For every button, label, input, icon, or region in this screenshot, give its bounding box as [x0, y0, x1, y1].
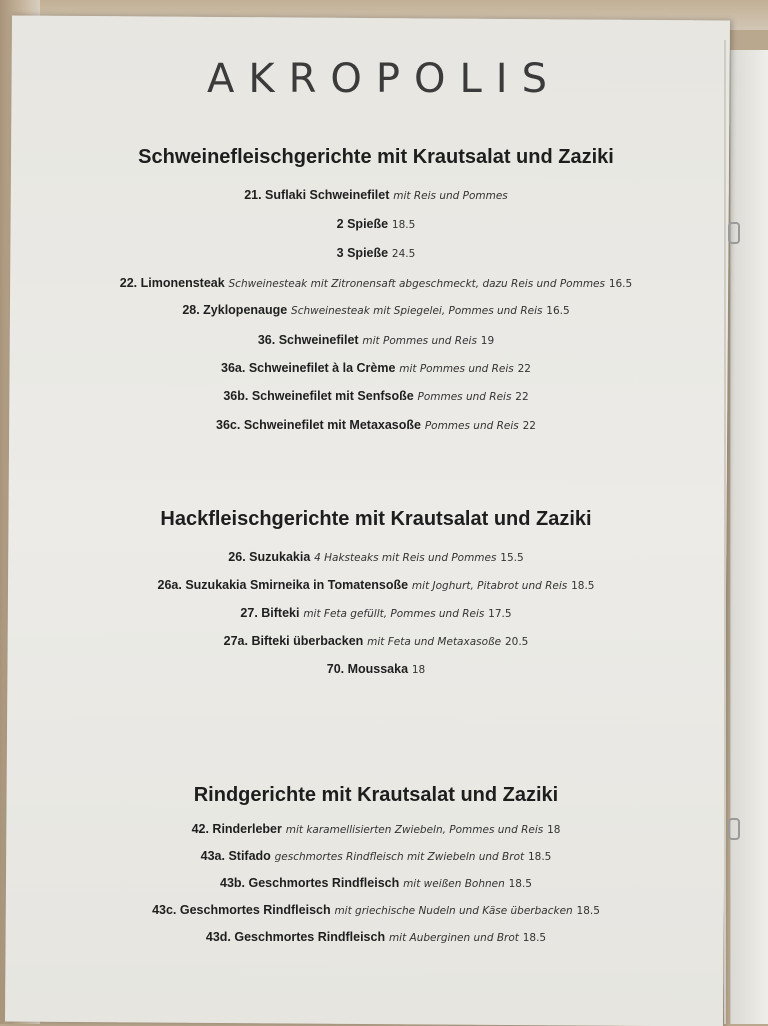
item-description: mit Joghurt, Pitabrot und Reis: [411, 580, 568, 592]
menu-item: [0, 606, 752, 620]
item-description: mit weißen Bohnen: [403, 878, 505, 890]
menu-item: [0, 303, 752, 317]
menu-item: [0, 578, 752, 592]
item-name: 26. Suzukakia: [228, 550, 311, 564]
item-price: 18.5: [571, 580, 595, 592]
item-price: 16.5: [608, 278, 633, 290]
menu-item: [0, 634, 752, 648]
menu-item: [0, 361, 752, 375]
item-description: Schweinesteak mit Spiegelei, Pommes und Reis: [291, 305, 543, 317]
item-price: 15.5: [500, 552, 524, 564]
item-name: 43c. Geschmortes Rindfleisch: [152, 903, 331, 917]
menu-item: [0, 389, 752, 403]
item-description: mit griechische Nudeln und Käse überbacken: [334, 905, 573, 917]
menu-item: [0, 418, 752, 432]
item-price: 22: [515, 391, 529, 403]
item-description: mit Pommes und Reis: [362, 335, 477, 347]
menu-item: [0, 246, 752, 260]
item-name: 43a. Stifado: [200, 849, 271, 863]
menu-item: [0, 930, 752, 944]
item-name: 27. Bifteki: [240, 606, 300, 620]
item-price: 20.5: [504, 636, 529, 648]
item-name: 27a. Bifteki überbacken: [223, 634, 364, 648]
item-name: 43d. Geschmortes Rindfleisch: [205, 930, 386, 944]
item-price: 18.5: [391, 219, 416, 231]
item-description: mit Feta gefüllt, Pommes und Reis: [303, 608, 485, 620]
menu-item: [0, 822, 752, 836]
item-name: 36a. Schweinefilet à la Crème: [221, 361, 396, 375]
item-description: mit Feta und Metaxasoße: [367, 636, 502, 648]
menu-item: [0, 188, 752, 202]
item-name: 28. Zyklopenauge: [182, 303, 288, 317]
item-name: 43b. Geschmortes Rindfleisch: [220, 876, 400, 890]
menu-item: [0, 849, 752, 863]
item-price: 18: [547, 824, 561, 836]
item-price: 18.5: [527, 851, 552, 863]
item-price: 24.5: [391, 248, 416, 260]
item-price: 18.5: [508, 878, 532, 890]
item-description: 4 Haksteaks mit Reis und Pommes: [314, 552, 497, 564]
item-description: Pommes und Reis: [417, 391, 512, 403]
menu-item: [0, 903, 752, 917]
item-description: mit Pommes und Reis: [399, 363, 514, 375]
item-price: 18.5: [576, 905, 600, 917]
item-name: 70. Moussaka: [326, 662, 409, 676]
restaurant-logo: AKROPOLIS: [207, 56, 561, 102]
item-price: 22: [522, 420, 536, 432]
menu-item: [0, 333, 752, 347]
section-title-pork: Schweinefleischgerichte mit Krautsalat und Zaziki: [138, 146, 614, 168]
menu-item: [0, 876, 752, 890]
item-name: 2 Spieße: [336, 217, 389, 231]
section-title-minced-meat: Hackfleischgerichte mit Krautsalat und Zaziki: [160, 508, 592, 530]
item-description: Schweinesteak mit Zitronensaft abgeschmeckt, dazu Reis und Pommes: [228, 278, 605, 290]
item-price: 19: [480, 335, 495, 347]
item-description: mit Reis und Pommes: [393, 190, 508, 202]
item-description: geschmortes Rindfleisch mit Zwiebeln und Brot: [274, 851, 525, 863]
item-price: 22: [517, 363, 531, 375]
menu-item: [0, 550, 752, 564]
menu-item: [0, 217, 752, 231]
item-name: 36b. Schweinefilet mit Senfsoße: [223, 389, 414, 403]
menu-item: [0, 276, 752, 290]
section-title-beef: Rindgerichte mit Krautsalat und Zaziki: [193, 784, 559, 806]
item-name: 26a. Suzukakia Smirneika in Tomatensoße: [157, 578, 409, 592]
item-price: 16.5: [546, 305, 570, 317]
item-description: mit Auberginen und Brot: [388, 932, 519, 944]
item-price: 18.5: [522, 932, 547, 944]
item-name: 42. Rinderleber: [191, 822, 282, 836]
item-name: 22. Limonensteak: [119, 276, 225, 290]
item-price: 17.5: [488, 608, 512, 620]
item-description: mit karamellisierten Zwiebeln, Pommes und Reis: [285, 824, 544, 836]
item-name: 36. Schweinefilet: [257, 333, 359, 347]
item-description: Pommes und Reis: [424, 420, 519, 432]
item-name: 21. Suflaki Schweinefilet: [244, 188, 390, 202]
item-name: 36c. Schweinefilet mit Metaxasoße: [216, 418, 421, 432]
item-price: 18: [411, 664, 426, 676]
menu-item: [0, 662, 752, 676]
item-name: 3 Spieße: [336, 246, 389, 260]
